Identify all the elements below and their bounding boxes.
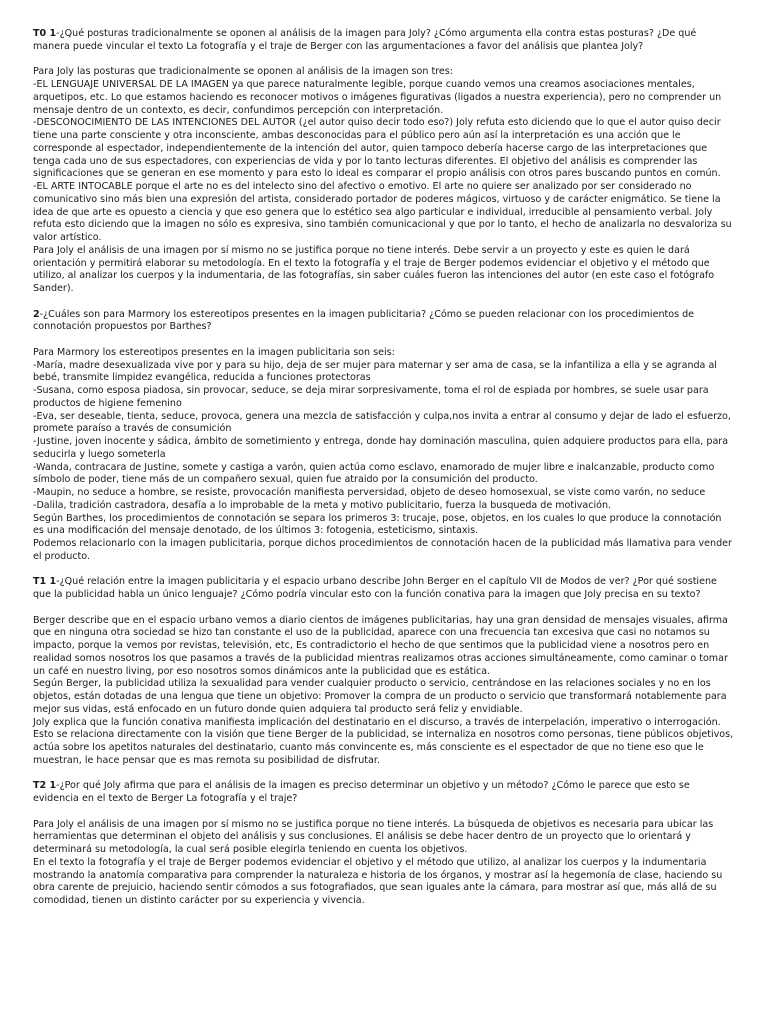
answer-paragraph: -Justine, joven inocente y sádica, ámbito de sometimiento y entrega, donde hay dominación masculina, quien adquiere productos para ella, para seducirla y luego someterla bbox=[33, 436, 729, 460]
answer-paragraph: Podemos relacionarlo con la imagen publicitaria, porque dichos procedimientos de connotación hacen de la publicidad más llamativa para vender el producto. bbox=[33, 538, 732, 562]
answer-paragraph: -EL LENGUAJE UNIVERSAL DE LA IMAGEN ya que parece naturalmente legible, porque cuando vemos una creamos asociaciones mentales, arquetipos, etc. Lo que estamos haciendo es reconocer motivos o imágenes figurativas (ligados a nuestra experiencia), pero no comprender un mensaje dentro de un contexto, es decir, confundimos percepción con interpretación. bbox=[33, 79, 722, 116]
question-number: T0 1 bbox=[33, 28, 57, 39]
question-paragraph bbox=[33, 28, 735, 54]
paragraph-gap bbox=[33, 334, 735, 347]
section-t1 bbox=[33, 576, 735, 767]
question-text: -¿Por qué Joly afirma que para el análisis de la imagen es preciso determinar un objetivo y un método? ¿Cómo le parece que esto se evidencia en el texto de Berger La fotografía y el traje? bbox=[33, 780, 690, 804]
question-paragraph bbox=[33, 576, 735, 602]
question-number: T2 1 bbox=[33, 780, 57, 792]
answer-paragraph: -Wanda, contracara de Justine, somete y castiga a varón, quien actúa como esclavo, enamorado de mujer libre e inalcanzable, producto como símbolo de poder, tiene más de un compañero sexual, quien fue atraido por la consumición del producto. bbox=[33, 461, 715, 486]
question-text: -¿Qué relación entre la imagen publicitaria y el espacio urbano describe John Berger en el capítulo VII de Modos de ver? ¿Por qué sostiene que la publicidad habla un único lenguaje? ¿Cómo podría vincular esto con la función conativa para la imagen que Joly precisa en su texto? bbox=[33, 576, 717, 600]
answer-paragraph: -Dalila, tradición castradora, desafía a lo improbable de la meta y motivo publicitario, fuerza la busqueda de motivación. bbox=[33, 499, 612, 511]
paragraph-gap bbox=[33, 602, 735, 615]
answer-paragraph: -DESCONOCIMIENTO DE LAS INTENCIONES DEL AUTOR (¿el autor quiso decir todo eso?) Joly refuta esto diciendo que lo que el autor quiso decir tiene una parte consciente y otra inconsciente, ambas desconocidas para el público pero aún así la interpretación es una acción que le corresponde al espectador, independientemente de la intención del autor, quien tampoco debería hacerse cargo de las interpretaciones que tenga cada uno de sus espectadores, con experiencias de vida y por lo tanto lecturas diferentes. El objetivo del análisis es comprender las significaciones que se generan en ese momento y para esto lo ideal es comparar el propio análisis con otros pares buscando puntos en común. bbox=[33, 117, 721, 180]
section-t0 bbox=[33, 28, 735, 296]
question-text: -¿Cuáles son para Marmory los estereotipos presentes en la imagen publicitaria? ¿Cómo se pueden relacionar con los procedimientos de connotación propuestos por Barthes? bbox=[33, 308, 695, 333]
question-paragraph bbox=[33, 780, 735, 806]
answer-paragraph: Según Barthes, los procedimientos de connotación se separa los primeros 3: trucaje, pose, objetos, en los cuales lo que produce la connotación es una modificación del mensaje denotado, de los últimos 3: fotogenia, esteticismo, sintaxis. bbox=[33, 512, 722, 537]
answer-paragraph: -Susana, como esposa piadosa, sin provocar, seduce, se deja mirar sorpresivamente, toma el rol de espiada por hombres, se suele usar para productos de higiene femenino bbox=[33, 385, 709, 409]
question-text: -¿Qué posturas tradicionalmente se oponen al análisis de la imagen para Joly? ¿Cómo argumenta ella contra estas posturas? ¿De qué manera puede vincular el texto La fotografía y el traje de Berger con las argumentaciones a favor del análisis que plantea Joly? bbox=[33, 28, 697, 52]
answer-paragraph: Según Berger, la publicidad utiliza la sexualidad para vender cualquier producto o servicio, centrándose en las relaciones sociales y no en los objetos, están dotadas de una lengua que tiene un objetivo: Promover la compra de un producto o servicio que transformará notablemente para mejor sus vidas, está enfocado en un futuro donde quien adquiera tal producto será feliz y envidiable. bbox=[33, 678, 727, 715]
answer-paragraph: -Eva, ser deseable, tienta, seduce, provoca, genera una mezcla de satisfacción y culpa,nos invita a entrar al consumo y dejar de lado el esfuerzo, promete paraíso a través de consumición bbox=[33, 410, 731, 435]
answer-paragraph: Para Joly el análisis de una imagen por sí mismo no se justifica porque no tiene interés. Debe servir a un proyecto y este es quien le dará orientación y permitirá elaborar su metodología. En el texto la fotografía y el traje de Berger podemos evidenciar el objetivo y el método que utilizo, al analizar los cuerpos y la indumentaria, de las fotografías, sin saber cuáles fueron las intenciones del autor (en este caso el fotógrafo Sander). bbox=[33, 244, 715, 294]
question-number: 2 bbox=[33, 308, 40, 320]
answer-paragraph: Joly explica que la función conativa manifiesta implicación del destinatario en el discurso, a través de interpelación, imperativo o interrogación. Esto se relaciona directamente con la visión que tiene Berger de la publicidad, se internaliza en nosotros como personas, tiene públicos objetivos, actúa sobre los apetitos naturales del destinatario, cuanto más convincente es, más consciente es el espectador de que no tiene eso que le muestran, le hace pensar que es mas remota su posibilidad de disfrutar. bbox=[33, 716, 734, 766]
question-number: T1 1 bbox=[33, 576, 57, 588]
answer-paragraph: -María, madre desexualizada vive por y para su hijo, deja de ser mujer para maternar y ser ama de casa, se la infantiliza a ella y se agranda al bebé, transmite limpidez evangélica, reducida a funciones protectoras bbox=[33, 359, 717, 384]
answer-paragraph: Para Marmory los estereotipos presentes en la imagen publicitaria son seis: bbox=[33, 346, 395, 358]
document-page bbox=[33, 28, 735, 908]
question-paragraph bbox=[33, 309, 735, 335]
section-2 bbox=[33, 309, 735, 564]
answer-paragraph: Para Joly el análisis de una imagen por sí mismo no se justifica porque no tiene interés. La búsqueda de objetivos es necesaria para ubicar las herramientas que determinan el objeto del análisis y sus conclusiones. El análisis se debe hacer dentro de un proyecto que lo orientará y determinará su metodología, la cual será posible elegirla teniendo en cuenta los objetivos. bbox=[33, 818, 714, 855]
answer-paragraph: -Maupin, no seduce a hombre, se resiste, provocación manifiesta perversidad, objeto de deseo homosexual, se viste como varón, no seduce bbox=[33, 487, 706, 498]
section-gap bbox=[33, 564, 735, 577]
paragraph-gap bbox=[33, 54, 735, 67]
section-gap bbox=[33, 296, 735, 309]
answer-paragraph: Berger describe que en el espacio urbano vemos a diario cientos de imágenes publicitarias, hay una gran densidad de mensajes visuales, afirma que en ninguna otra sociedad se hizo tan constante el uso de la publicidad, aparece con una frecuencia tan excesiva que casi no notamos su impacto, porque la vemos por revistas, televisión, etc, Es contradictorio el hecho de que sentimos que la publicidad viene a nosotros pero en realidad somos nosotros los que pasamos a través de la publicidad mientras realizamos otras acciones simultáneamente, como caminar o tomar un café en nuestro living, por eso nosotros somos dinámicos ante la publicidad que es estática. bbox=[33, 614, 728, 677]
paragraph-gap bbox=[33, 806, 735, 819]
section-t2 bbox=[33, 780, 735, 908]
answer-paragraph: Para Joly las posturas que tradicionalmente se oponen al análisis de la imagen son tres: bbox=[33, 66, 453, 78]
answer-paragraph: -EL ARTE INTOCABLE porque el arte no es del intelecto sino del afectivo o emotivo. El arte no quiere ser analizado por ser considerado no comunicativo sino más bien una expresión del artista, considerado portador de poderes mágicos, virtuoso y de carácter enigmático. Se tiene la idea de que arte es opuesto a ciencia y que eso genera que lo estético sea algo particular e individual, irreducible al pensamiento verbal. Joly refuta esto diciendo que la imagen no sólo es expresiva, sino también comunicacional y que por lo tanto, el hecho de analizarla no desvaloriza su valor artístico. bbox=[33, 181, 732, 243]
answer-paragraph: En el texto la fotografía y el traje de Berger podemos evidenciar el objetivo y el método que utilizo, al analizar los cuerpos y la indumentaria mostrando la anatomía comparativa para comprender la naturaleza e historia de los órganos, y mostrar así la hegemonía de clase, haciendo su obra carente de prejuicio, haciendo sentir cómodos a sus fotografiados, que sean iguales ante la cámara, para mostrar así que, más allá de su comodidad, tienen un distinto carácter por su experiencia y vivencia. bbox=[33, 856, 723, 906]
section-gap bbox=[33, 768, 735, 781]
